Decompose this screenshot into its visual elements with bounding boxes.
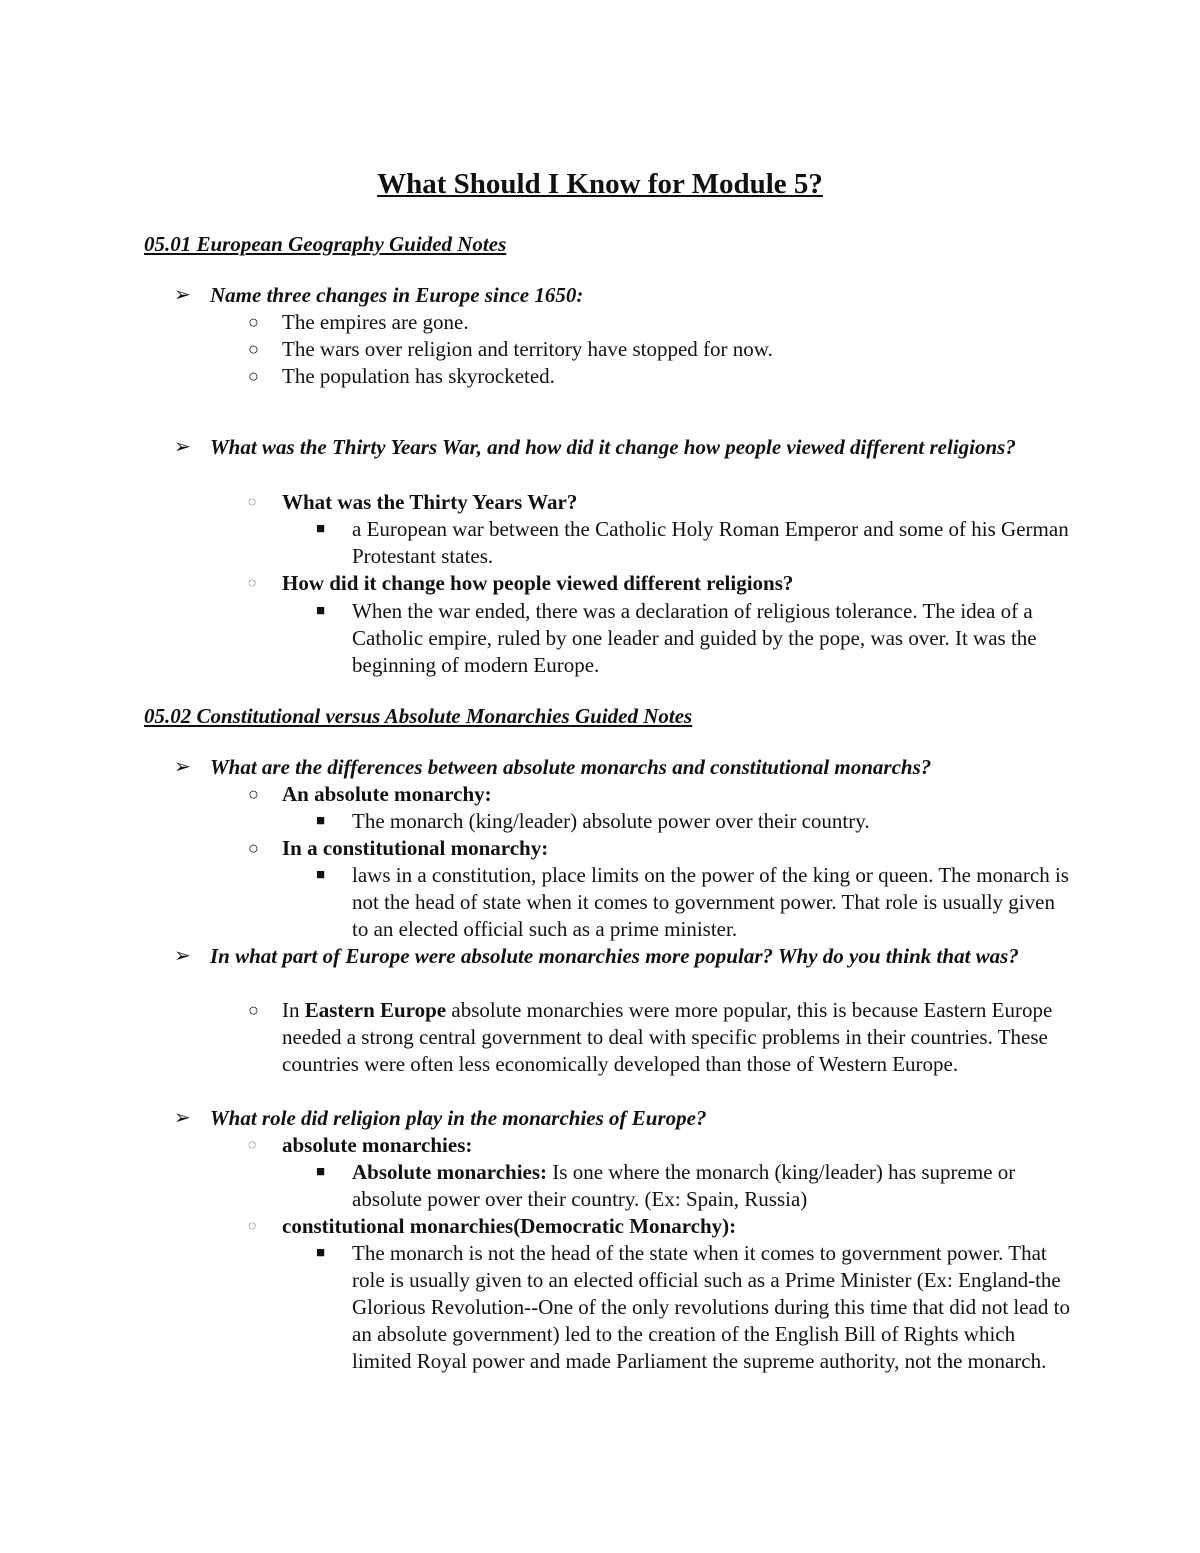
page-title-text: What Should I Know for Module 5? [377,168,823,200]
answer-text: The monarch (king/leader) absolute power over their country. [352,809,870,833]
square-bullet-icon: ■ [316,603,326,619]
sub-question-text: What was the Thirty Years War? [282,490,578,514]
circle-bullet-icon: ○ [248,312,259,332]
answer-text: Is one where the monarch (king/leader) has supreme or absolute power over their country. (Ex: Spain, Russia) [352,1160,1016,1211]
arrow-bullet-icon: ➢ [174,1107,191,1129]
answer-item [248,336,1072,363]
sub-question-text: How did it change how people viewed different religions? [282,571,794,595]
question-thirty-years-war [174,434,1060,461]
circle-bullet-icon: ○ [248,784,259,804]
answer-text-emphasis: Eastern Europe [304,998,447,1022]
arrow-bullet-icon: ➢ [174,945,191,967]
circle-bullet-icon: ○ [248,1000,259,1020]
sub-question [248,570,1072,597]
answer-text: The empires are gone. [282,310,469,334]
circle-bullet-icon: ○ [248,339,259,359]
answer-item [248,309,1072,336]
sub-question [248,1132,1072,1159]
answer-text: a European war between the Catholic Holy Roman Emperor and some of his German Protestant states. [352,517,1069,568]
answer-item [248,997,1072,1078]
answer-text-pre: In [282,998,305,1022]
square-bullet-icon: ■ [316,1245,326,1261]
answer-item [316,1240,1072,1375]
circle-bullet-icon: ○ [248,366,259,386]
question-text: In what part of Europe were absolute monarchies more popular? Why do you think that was? [210,944,1019,968]
answer-item [316,598,1072,679]
arrow-bullet-icon: ➢ [174,756,191,778]
question-changes-since-1650 [174,282,1060,309]
page-title [0,168,1200,201]
question-absolute-vs-constitutional [174,754,1060,781]
section-heading-0502: 05.02 Constitutional versus Absolute Monarchies Guided Notes [144,704,693,728]
section-heading-0501: 05.01 European Geography Guided Notes [144,232,507,256]
square-bullet-icon: ■ [316,1164,326,1180]
sub-question [248,835,1072,862]
answer-item [248,363,1072,390]
answer-text: The monarch is not the head of the state when it comes to government power. That role is usually given to an elected official such as a Prime Minister (Ex: England-the Glorious Revolution--One of the only revolutions during this time that did not lead to an absolute government) led to the creation of the English Bill of Rights which limited Royal power and made Parliament the supreme authority, not the monarch. [352,1241,1070,1373]
answer-text: The wars over religion and territory have stopped for now. [282,337,773,361]
answer-text: When the war ended, there was a declaration of religious tolerance. The idea of a Catholic empire, ruled by one leader and guided by the pope, was over. It was the beginning of modern Europe. [352,599,1037,677]
open-circle-bullet-icon: ◌ [248,1138,257,1153]
answer-text: The population has skyrocketed. [282,364,555,388]
answer-item [316,862,1072,943]
open-circle-bullet-icon: ◌ [248,495,257,510]
question-text: What are the differences between absolute monarchs and constitutional monarchs? [210,755,932,779]
square-bullet-icon: ■ [316,521,326,537]
sub-question-text: constitutional monarchies(Democratic Monarchy): [282,1214,737,1238]
answer-item [316,808,1072,835]
square-bullet-icon: ■ [316,867,326,883]
arrow-bullet-icon: ➢ [174,284,191,306]
question-text: What role did religion play in the monarchies of Europe? [210,1106,707,1130]
square-bullet-icon: ■ [316,813,326,829]
answer-text-post: absolute monarchies were more popular, this is because Eastern Europe needed a strong central government to deal with specific problems in their countries. These countries were often less economically developed than those of Western Europe. [282,998,1053,1076]
sub-question [248,781,1072,808]
sub-question-text: In a constitutional monarchy: [282,836,549,860]
sub-question [248,1213,1072,1240]
question-where-absolute-popular [174,943,1060,970]
answer-text: laws in a constitution, place limits on the power of the king or queen. The monarch is not the head of state when it comes to government power. That role is usually given to an elected official such as a prime minister. [352,863,1069,941]
answer-item [316,516,1072,570]
sub-question-text: An absolute monarchy: [282,782,492,806]
question-role-of-religion [174,1105,1060,1132]
answer-text-emphasis: Absolute monarchies: [352,1160,548,1184]
sub-question [248,489,1072,516]
question-text: What was the Thirty Years War, and how did it change how people viewed different religions? [210,435,1016,459]
open-circle-bullet-icon: ◌ [248,1219,257,1234]
circle-bullet-icon: ○ [248,838,259,858]
sub-question-text: absolute monarchies: [282,1133,473,1157]
arrow-bullet-icon: ➢ [174,436,191,458]
open-circle-bullet-icon: ◌ [248,576,257,591]
answer-item [316,1159,1072,1213]
question-text: Name three changes in Europe since 1650: [210,283,584,307]
